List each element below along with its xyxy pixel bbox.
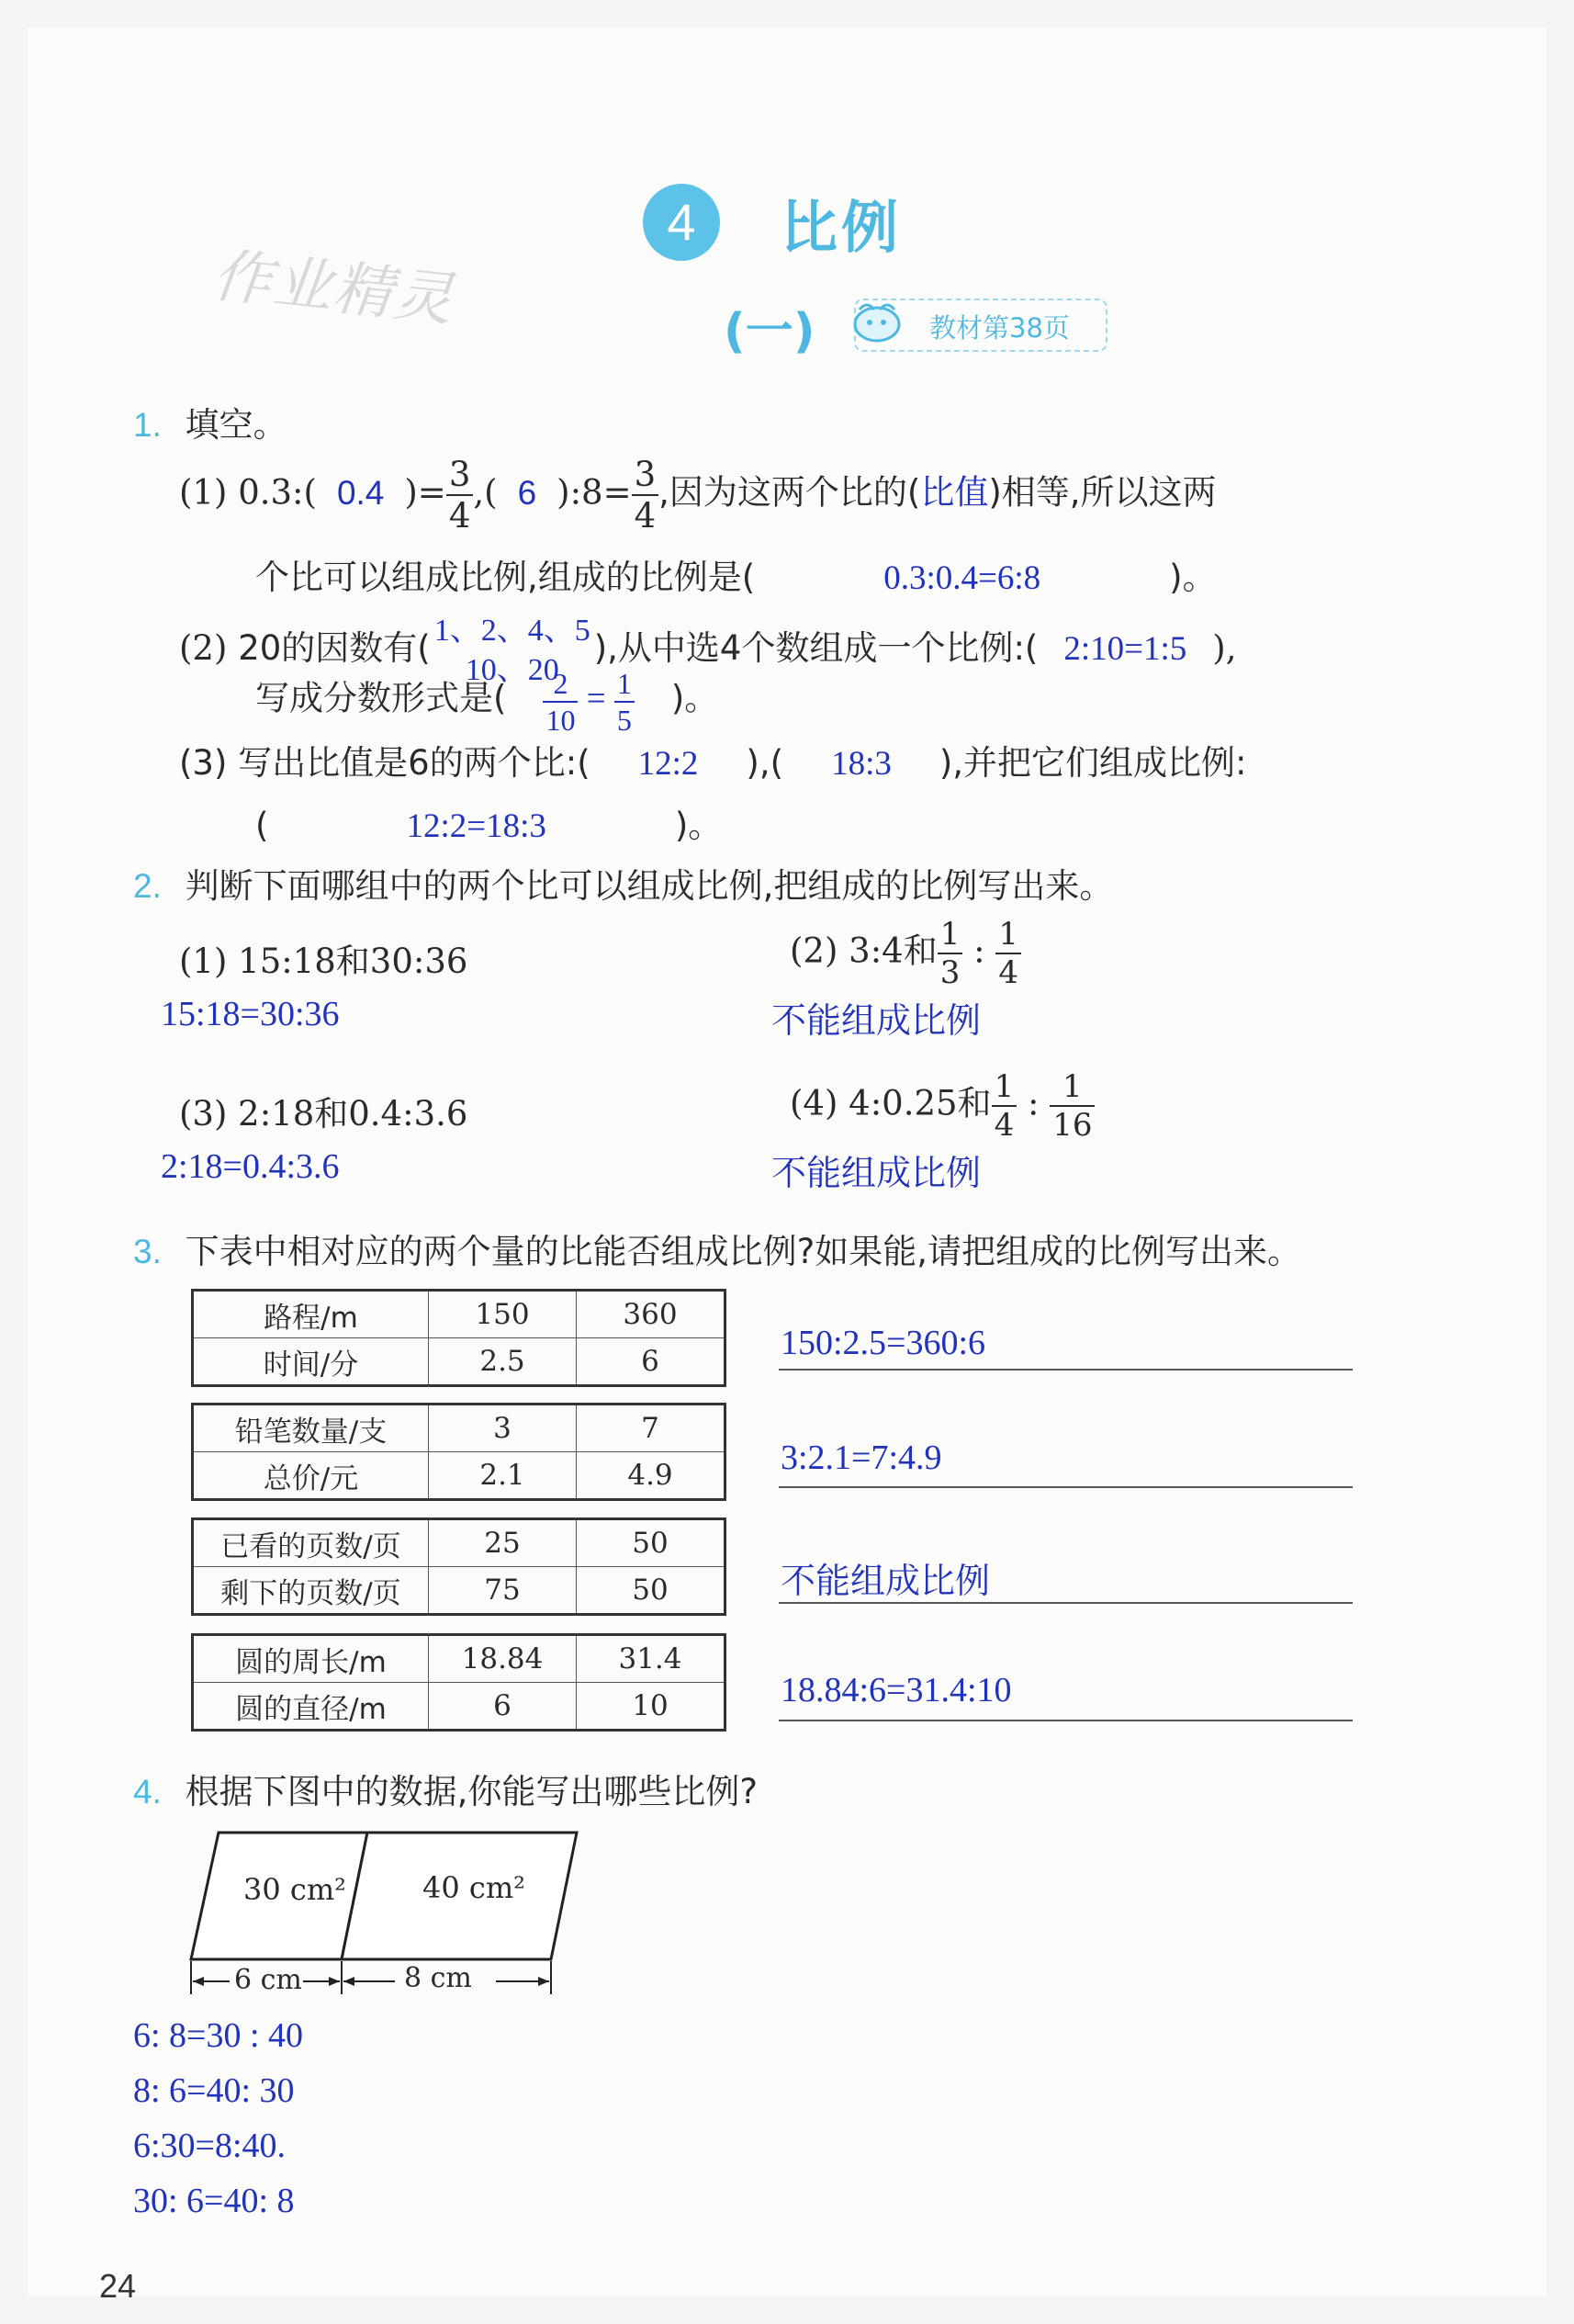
q3-table-2 <box>191 1403 726 1501</box>
fraction-denominator: 10 <box>545 704 576 737</box>
q1-title: 填空。 <box>185 405 287 445</box>
q1-p3-text: ( <box>255 806 269 845</box>
figure-area1-label: 30 cm² <box>243 1872 346 1907</box>
page-number: 24 <box>99 2267 137 2305</box>
table-cell: 3 <box>429 1405 577 1452</box>
q1-p3-text: )。 <box>674 806 723 845</box>
q2-item4-fraction2 <box>1050 1068 1095 1144</box>
table-cell: 75 <box>429 1567 577 1615</box>
q3-table-1 <box>191 1289 726 1387</box>
q1-p2-text: ),从中选4个数组成一个比例:( <box>593 628 1039 668</box>
table-cell: 已看的页数/页 <box>193 1519 429 1567</box>
q1-part2-line2 <box>255 669 718 735</box>
fraction-numerator: 1 <box>614 669 635 703</box>
table-cell: 50 <box>577 1519 725 1567</box>
fraction-numerator: 1 <box>1050 1071 1095 1107</box>
table-row <box>193 1291 725 1338</box>
table-cell: 10 <box>577 1683 725 1731</box>
q2-item4-fraction1 <box>992 1068 1017 1144</box>
section-title: (一) <box>724 304 815 359</box>
q2-item4-text: (4) 4:0.25和 <box>790 1083 992 1123</box>
fraction-denominator: 4 <box>448 496 471 536</box>
q4-heading <box>133 1764 758 1813</box>
q2-title: 判断下面哪组中的两个比可以组成比例,把组成的比例写出来。 <box>185 866 1114 906</box>
q1-p3-text: ),( <box>746 743 784 783</box>
fraction-numerator: 3 <box>632 457 659 496</box>
table-cell: 50 <box>577 1567 725 1615</box>
q3-title: 下表中相对应的两个量的比能否组成比例?如果能,请把组成的比例写出来。 <box>185 1232 1302 1271</box>
q1-p1-fraction2 <box>632 455 659 536</box>
q3-answer-4: 18.84:6=31.4:10 <box>781 1671 1012 1709</box>
colon: : <box>973 931 985 971</box>
answer-line <box>779 1720 1353 1721</box>
table-cell: 时间/分 <box>193 1338 429 1386</box>
q1-p2-text: )。 <box>670 678 719 718</box>
book-icon <box>850 299 904 348</box>
table-cell: 2.1 <box>429 1452 577 1500</box>
q1-p3-answer3: 12:2=18:3 <box>406 807 546 845</box>
q1-number: 1. <box>133 406 162 444</box>
q1-p3-answer1: 12:2 <box>637 745 699 783</box>
q1-p3-text: 写出比值是6的两个比:( <box>238 743 590 783</box>
q1-p3-answer2: 18:3 <box>831 745 892 783</box>
q2-item1-label: (1) 15:18和30:36 <box>179 942 468 981</box>
q1-part1-line1 <box>179 455 1217 536</box>
q2-item4-answer: 不能组成比例 <box>771 1155 982 1193</box>
table-cell: 150 <box>429 1291 577 1338</box>
q1-p2-answer2: 2:10=1:5 <box>1063 630 1187 668</box>
q1-part3-line1 <box>179 735 1247 784</box>
table-cell: 铅笔数量/支 <box>193 1405 429 1452</box>
figure-len1-label: 6 cm <box>234 1964 302 1996</box>
table-row <box>193 1338 725 1386</box>
table-cell: 7 <box>577 1405 725 1452</box>
q1-p2-text: 20的因数有( <box>238 628 431 668</box>
q1-p1-fraction1 <box>446 455 474 536</box>
table-row <box>193 1567 725 1615</box>
q1-p1-text: )相等,所以这两 <box>988 472 1217 513</box>
q3-heading <box>133 1224 1301 1273</box>
q1-p1-answer2: 6 <box>517 473 537 512</box>
q1-p1-text: )。 <box>1169 558 1217 597</box>
q1-p1-text: )= <box>404 472 446 513</box>
fraction-denominator: 4 <box>634 496 657 536</box>
q1-p1-text: 0.3:( <box>238 472 317 513</box>
q2-number: 2. <box>133 867 162 905</box>
q2-item4-label <box>790 1068 1095 1144</box>
unit-title: 比例 <box>781 194 903 261</box>
table-row <box>193 1635 725 1683</box>
q4-answer-4: 30: 6=40: 8 <box>133 2182 295 2220</box>
figure-area2-label: 40 cm² <box>422 1870 525 1905</box>
q1-p1-text: ,( <box>473 472 498 513</box>
table-cell: 18.84 <box>429 1635 577 1683</box>
q3-answer-2: 3:2.1=7:4.9 <box>781 1438 942 1477</box>
q1-part1-line2 <box>255 549 1217 599</box>
table-cell: 6 <box>577 1338 725 1386</box>
figure-len2-label: 8 cm <box>404 1962 472 1994</box>
fraction-denominator: 16 <box>1052 1107 1093 1144</box>
table-cell: 31.4 <box>577 1635 725 1683</box>
colon: : <box>1027 1083 1040 1123</box>
equals-sign: = <box>586 680 606 718</box>
fraction-numerator: 1 <box>938 919 963 954</box>
fraction-numerator: 1 <box>995 919 1021 954</box>
q1-p2-fraction2 <box>614 669 635 735</box>
table-cell: 4.9 <box>577 1452 725 1500</box>
q2-item2-answer: 不能组成比例 <box>771 1002 982 1041</box>
textbook-ref-box <box>854 299 1107 352</box>
q3-table-3 <box>191 1517 726 1616</box>
q1-p3-text: ),并把它们组成比例: <box>939 743 1247 783</box>
q1-p2-text: ), <box>1212 628 1237 668</box>
q3-number: 3. <box>133 1233 162 1270</box>
q1-p2-text: 写成分数形式是( <box>255 678 507 718</box>
q1-p1-text: ,因为这两个比的( <box>658 472 921 513</box>
fraction-numerator: 2 <box>543 669 578 703</box>
q3-answer-1: 150:2.5=360:6 <box>781 1324 986 1362</box>
q1-heading <box>133 397 287 446</box>
answer-line <box>779 1486 1353 1488</box>
fraction-denominator: 4 <box>998 954 1018 991</box>
table-row <box>193 1405 725 1452</box>
q4-title: 根据下图中的数据,你能写出哪些比例? <box>185 1772 759 1811</box>
answer-line <box>779 1602 1353 1604</box>
q1-p1-answer4: 0.3:0.4=6:8 <box>883 559 1041 597</box>
q1-p2-answer1-line2: 10、20 <box>465 652 559 687</box>
q1-p1-text: ):8= <box>557 472 632 513</box>
fraction-numerator: 3 <box>446 457 474 496</box>
table-row <box>193 1519 725 1567</box>
table-cell: 剩下的页数/页 <box>193 1567 429 1615</box>
q1-p3-label: (3) <box>179 743 228 783</box>
q1-p2-answer3 <box>543 667 634 737</box>
q1-p2-fraction1 <box>543 669 578 735</box>
q1-part3-line2 <box>255 797 722 847</box>
fraction-numerator: 1 <box>992 1071 1017 1107</box>
table-cell: 6 <box>429 1683 577 1731</box>
q3-table-4 <box>191 1633 726 1732</box>
unit-number-badge <box>643 184 720 261</box>
answer-line <box>779 1369 1353 1371</box>
q2-item1-answer: 15:18=30:36 <box>161 995 340 1033</box>
table-cell: 25 <box>429 1519 577 1567</box>
table-cell: 圆的周长/m <box>193 1635 429 1683</box>
fraction-denominator: 5 <box>616 704 632 737</box>
table-row <box>193 1452 725 1500</box>
table-cell: 2.5 <box>429 1338 577 1386</box>
q2-item2-fraction1 <box>938 916 963 991</box>
q2-item3-answer: 2:18=0.4:3.6 <box>161 1147 340 1186</box>
q2-item3-label: (3) 2:18和0.4:3.6 <box>179 1094 468 1134</box>
fraction-denominator: 4 <box>994 1107 1015 1144</box>
table-cell: 360 <box>577 1291 725 1338</box>
q1-p1-answer1: 0.4 <box>336 473 385 512</box>
q4-number: 4. <box>133 1773 162 1811</box>
q3-answer-3: 不能组成比例 <box>781 1562 991 1601</box>
q4-answer-2: 8: 6=40: 30 <box>133 2071 295 2110</box>
watermark: 作业精灵 <box>209 242 458 335</box>
q1-p1-label: (1) <box>179 472 228 513</box>
q4-answer-3: 6:30=8:40. <box>133 2127 287 2165</box>
q2-heading <box>133 858 1113 908</box>
fraction-denominator: 3 <box>939 954 961 991</box>
q2-item2-fraction2 <box>995 916 1021 991</box>
q1-p1-answer3: 比值 <box>920 474 989 513</box>
unit-number: 4 <box>667 193 696 251</box>
table-row <box>193 1683 725 1731</box>
table-cell: 总价/元 <box>193 1452 429 1500</box>
q1-p2-label: (2) <box>179 628 228 668</box>
q1-p1-text: 个比可以组成比例,组成的比例是( <box>255 558 756 597</box>
q2-item2-label <box>790 916 1021 991</box>
q1-p2-answer1-line1: 1、2、4、5 <box>433 614 590 648</box>
q4-answer-1: 6: 8=30 : 40 <box>133 2016 304 2055</box>
textbook-ref-text: 教材第38页 <box>929 312 1070 344</box>
q2-item2-text: (2) 3:4和 <box>790 931 938 971</box>
table-cell: 圆的直径/m <box>193 1683 429 1731</box>
table-cell: 路程/m <box>193 1291 429 1338</box>
